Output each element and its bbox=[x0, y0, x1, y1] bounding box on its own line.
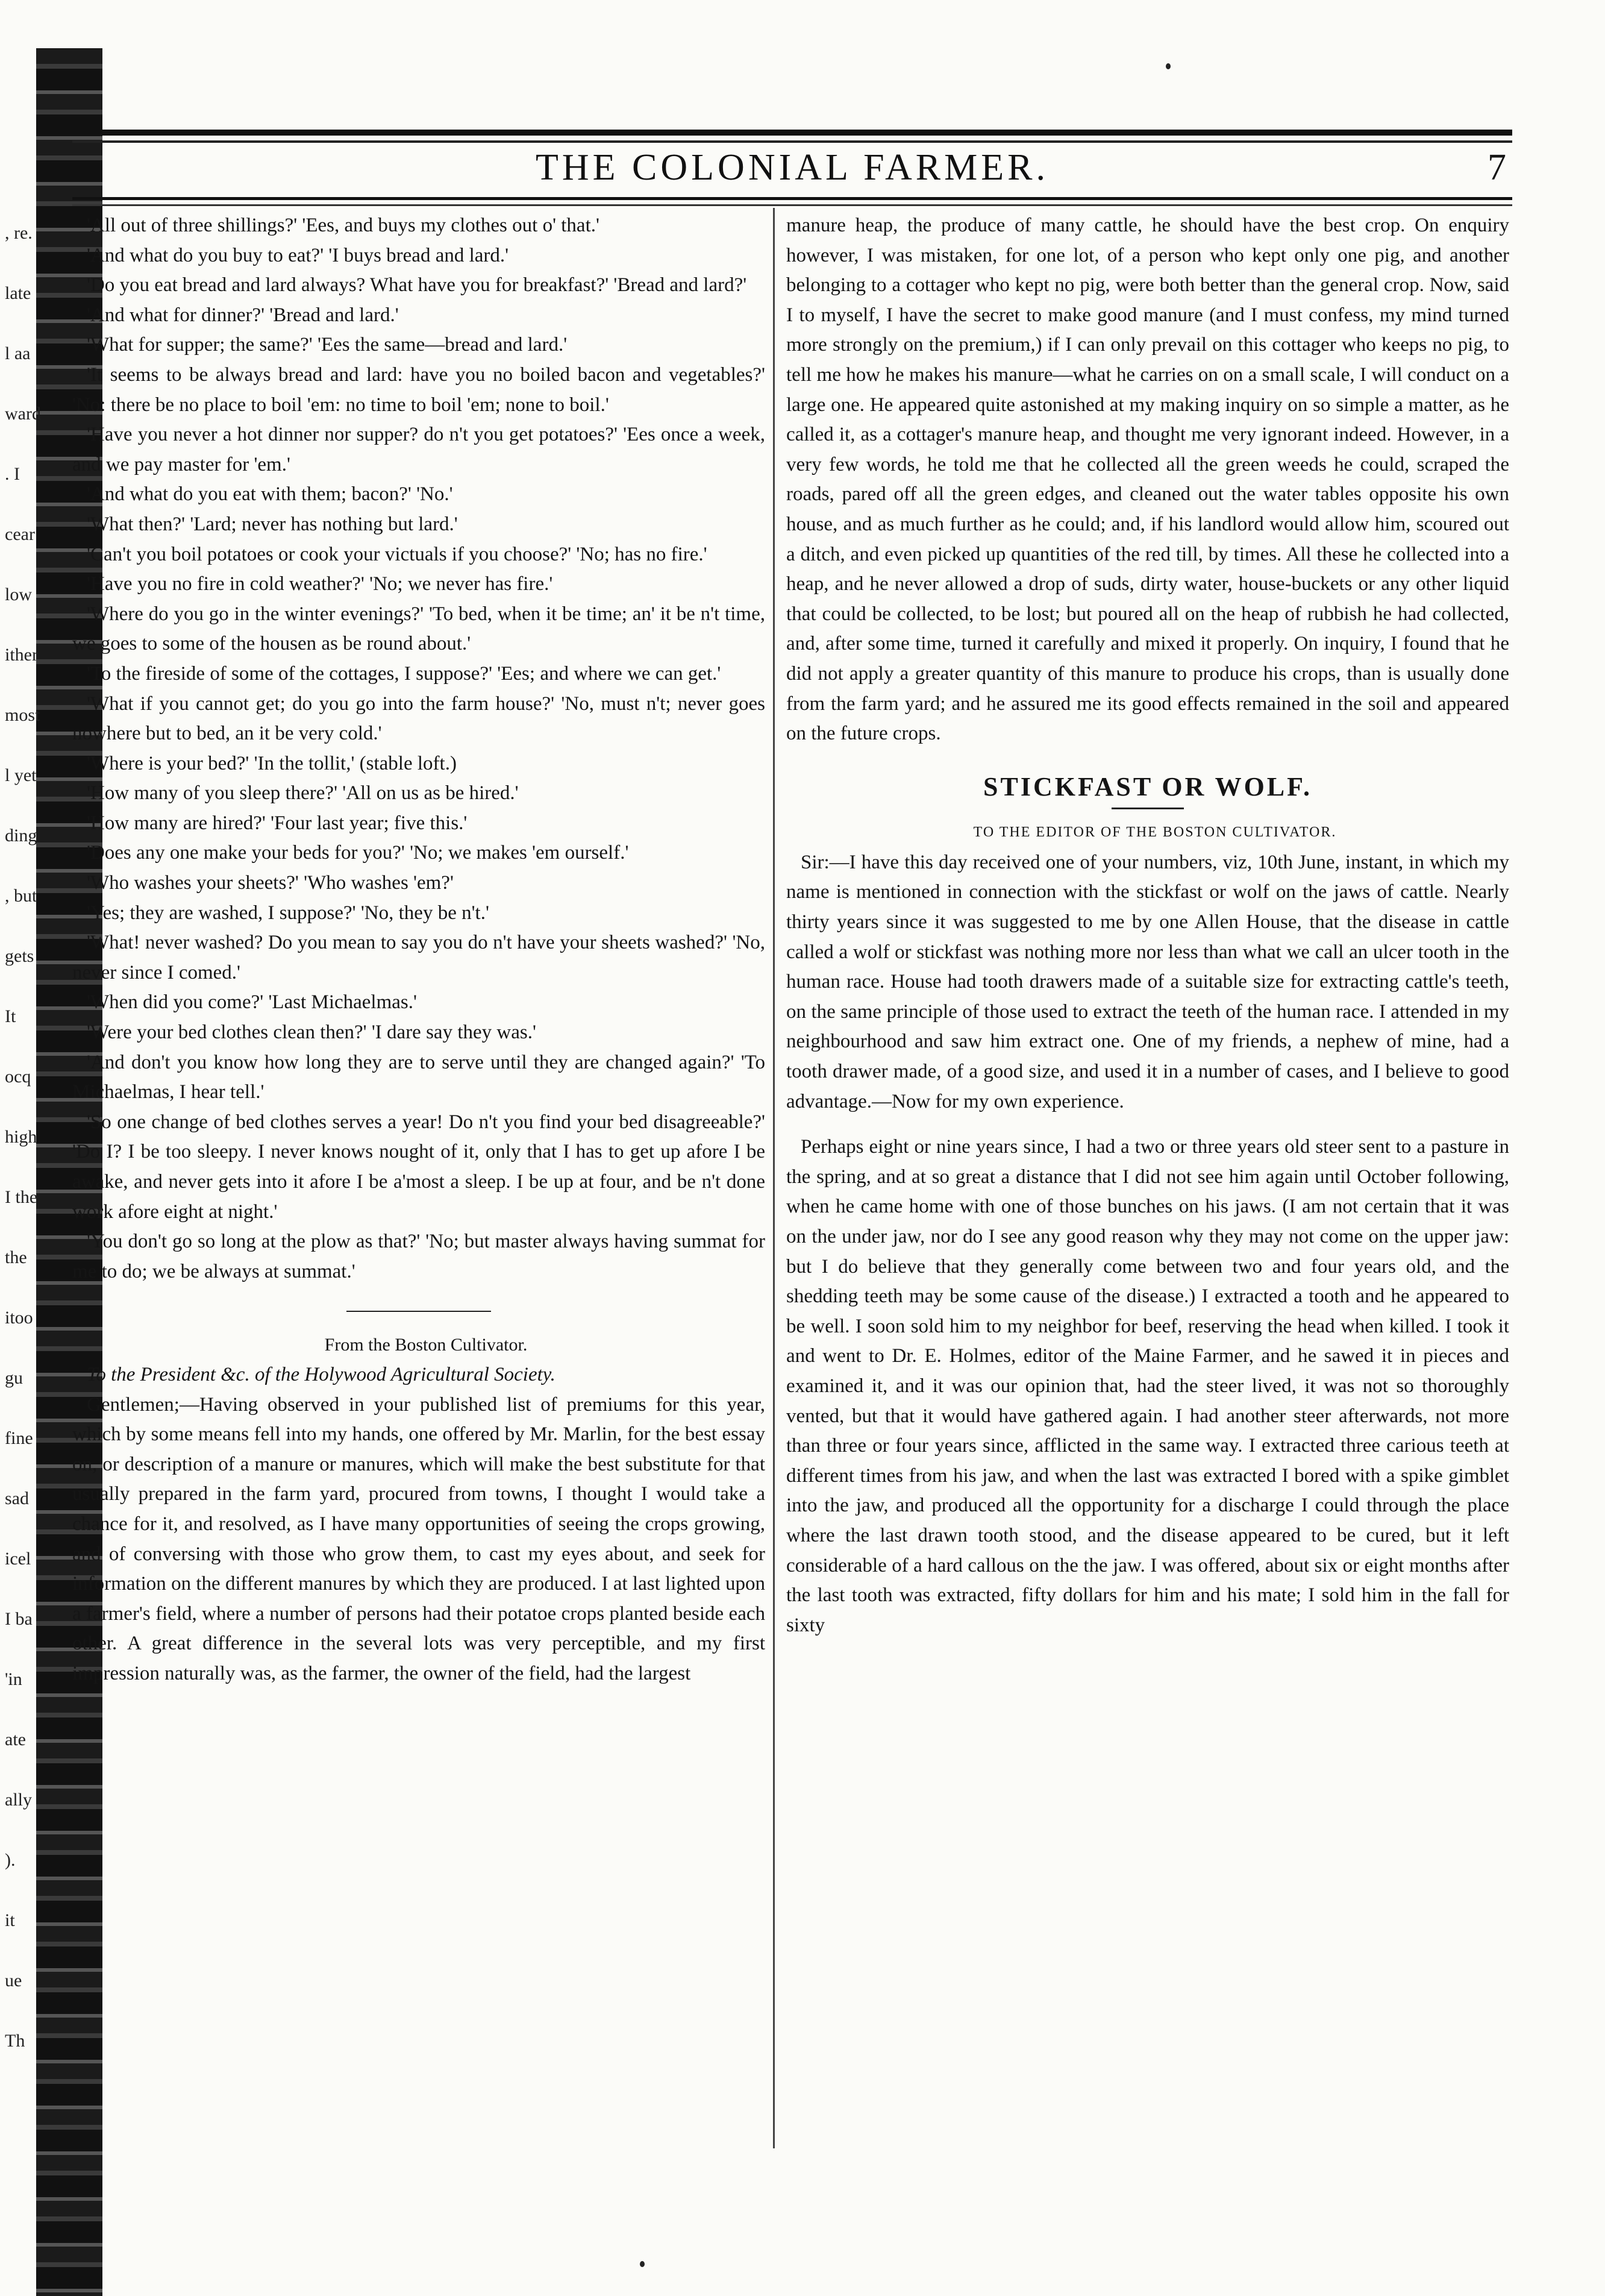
print-speck bbox=[1166, 63, 1171, 69]
article-heading: STICKFAST OR WOLF. bbox=[983, 771, 1312, 801]
header-underline-thin bbox=[72, 204, 1512, 206]
dialogue-section bbox=[72, 211, 765, 1287]
header-rule-thin bbox=[72, 140, 1512, 143]
margin-fragment: late bbox=[5, 283, 31, 303]
margin-fragment: , but bbox=[5, 886, 37, 906]
right-column bbox=[786, 211, 1509, 1640]
dialogue-line: 'Where do you go in the winter evenings?' 'To bed, when it be time; an' it be n't time, we goes to some of the housen as be round about.' bbox=[72, 603, 765, 655]
dialogue-line: 'What! never washed? Do you mean to say you do n't have your sheets washed?' 'No, never since I comed.' bbox=[72, 932, 765, 983]
dialogue-line: 'Where is your bed?' 'In the tollit,' (stable loft.) bbox=[87, 752, 457, 774]
dialogue-line: 'And don't you know how long they are to serve until they are changed again?' 'To Michaelmas, I hear tell.' bbox=[72, 1051, 765, 1103]
margin-fragment: gu bbox=[5, 1368, 23, 1388]
margin-fragment: fine bbox=[5, 1428, 33, 1448]
article-paragraph-1: Sir:—I have this day received one of your numbers, viz, 10th June, instant, in which my name is mentioned in connection with the stickfast or wolf on the jaws of cattle. Nearly thirty years since it was suggested to me by one Allen House, that the disease in cattle called a wolf or stickfast was nothing more nor less than what we call an ulcer tooth in the human race. House had tooth drawers made of a suitable size for extracting cattle's teeth, on the same principle of those used to extract the teeth of the human race. I attended in my neighbourhood and saw him extract one. One of my friends, a nephew of mine, had a tooth drawer made, of a good size, and used it in a number of cases, and I believe to good advantage.—Now for my own experience. bbox=[786, 851, 1509, 1112]
source-line: From the Boston Cultivator. bbox=[324, 1335, 528, 1355]
margin-fragment: itoo bbox=[5, 1308, 33, 1328]
margin-fragment: Th bbox=[5, 2031, 25, 2051]
column-divider bbox=[773, 208, 775, 2148]
dialogue-line: 'Were your bed clothes clean then?' 'I dare say they was.' bbox=[87, 1021, 536, 1044]
dialogue-line: 'And what do you buy to eat?' 'I buys bread and lard.' bbox=[87, 244, 509, 266]
dialogue-line: 'And what do you eat with them; bacon?' 'No.' bbox=[87, 483, 453, 506]
margin-fragment: it bbox=[5, 1910, 15, 1930]
dialogue-line: 'Yes; they are washed, I suppose?' 'No, they be n't.' bbox=[87, 902, 489, 924]
letter-paragraph: Gentlemen;—Having observed in your published list of premiums for this year, which by some means fell into my hands, one offered by Mr. Marlin, for the best essay on, or description of a manure or manures, which will make the best substitute for that usually prepared in the farm yard, procured from towns, I thought I would take a chance for it, and resolved, as I have many opportunities of seeing the crops growing, and of conversing with those who grow them, to cast my eyes about, and seek for information on the different manures by which they are produced. I at last lighted upon a farmer's field, where a number of persons had their potatoe crops planted beside each other. A great difference in the several lots was very perceptible, and my first impression naturally was, as the farmer, the owner of the field, had the largest bbox=[72, 1393, 765, 1684]
dialogue-line: 'Have you no fire in cold weather?' 'No; we never has fire.' bbox=[87, 573, 553, 595]
dialogue-line: 'What for supper; the same?' 'Ees the same—bread and lard.' bbox=[87, 334, 568, 356]
left-column bbox=[72, 211, 765, 1689]
dialogue-line: 'Can't you boil potatoes or cook your victuals if you choose?' 'No; has no fire.' bbox=[87, 543, 707, 565]
margin-fragment: ward bbox=[5, 404, 41, 424]
dialogue-line: 'Who washes your sheets?' 'Who washes 'em?' bbox=[87, 872, 454, 894]
page-number: 7 bbox=[1488, 147, 1506, 188]
margin-fragment: 'in bbox=[5, 1669, 22, 1689]
section-separator bbox=[346, 1311, 491, 1312]
heading-rule bbox=[1112, 808, 1184, 809]
margin-fragment: ally bbox=[5, 1790, 32, 1810]
margin-fragment: icel bbox=[5, 1549, 31, 1569]
margin-fragment: It bbox=[5, 1006, 16, 1026]
page-header bbox=[72, 130, 1512, 196]
margin-fragment: I the bbox=[5, 1187, 38, 1207]
margin-fragment: ither bbox=[5, 645, 38, 665]
header-rule-thick bbox=[72, 130, 1512, 136]
dialogue-line: 'You don't go so long at the plow as that?' 'No; but master always having summat for me to do; we be always at summat.' bbox=[72, 1231, 765, 1282]
margin-fragment: . I bbox=[5, 464, 20, 484]
margin-fragment: l aa bbox=[5, 343, 31, 363]
print-speck bbox=[640, 2261, 645, 2267]
dialogue-line: 'Have you never a hot dinner nor supper? do n't you get potatoes?' 'Ees once a week, and we pay master for 'em.' bbox=[72, 424, 765, 475]
margin-fragment: gets bbox=[5, 946, 34, 966]
margin-fragment: I ba bbox=[5, 1609, 33, 1629]
dialogue-line: 'What if you cannot get; do you go into the farm house?' 'No, must n't; never goes nowhere but to bed, an it be very cold.' bbox=[72, 692, 765, 745]
dialogue-line: 'So one change of bed clothes serves a year! Do n't you find your bed disagreeable?' 'Do I? I be too sleepy. I never knows nought of it, only that I has to get up afore I be awake, and never gets into it afore I be a'most a sleep. I be up at four, and be n't done work afore eight at night.' bbox=[72, 1111, 765, 1223]
dialogue-line: 'How many of you sleep there?' 'All on us as be hired.' bbox=[87, 782, 519, 805]
dialogue-line: 'How many are hired?' 'Four last year; five this.' bbox=[87, 812, 468, 834]
margin-fragment: low bbox=[5, 585, 32, 604]
margin-fragment: , re. bbox=[5, 223, 33, 243]
editor-address: TO THE EDITOR OF THE BOSTON CULTIVATOR. bbox=[973, 824, 1337, 841]
page-title: THE COLONIAL FARMER. bbox=[536, 147, 1049, 188]
dialogue-line: 'Does any one make your beds for you?' 'No; we makes 'em ourself.' bbox=[87, 842, 629, 864]
margin-fragment: ocq bbox=[5, 1067, 31, 1087]
dialogue-line: 'To the fireside of some of the cottages, I suppose?' 'Ees; and where we can get.' bbox=[87, 662, 721, 685]
margin-fragment: ). bbox=[5, 1850, 16, 1870]
margin-fragment: high bbox=[5, 1127, 37, 1147]
margin-fragment: the bbox=[5, 1247, 27, 1267]
letter-address: To the President &c. of the Holywood Agricultural Society. bbox=[87, 1363, 555, 1385]
dialogue-line: 'Do you eat bread and lard always? What have you for breakfast?' 'Bread and lard?' bbox=[87, 274, 747, 296]
letter-continued: manure heap, the produce of many cattle, he should have the best crop. On enquiry however, I was mistaken, for one lot, of a person who kept only one pig, and another belonging to a cottager who kept no pig, were both better than the general crop. Now, said I to myself, I have the secret to make good manure (and I must confess, my mind turned more strongly on the premium,) if I can only prevail on this cottager who keeps no pig, to tell me how he makes his manure—what he carries on on a small scale, I will conduct on a large one. He appeared quite astonished at my making inquiry on so simple a matter, as he called it, as a cottager's manure heap, and thought me very ignorant indeed. However, in a very few words, he told me that he collected all the green weeds he could, scraped the roads, pared off all the green edges, and cleaned out the water tables opposite his own house, and as much further as he could; and, if his landlord would allow him, scoured out a ditch, and even picked up quantities of the red till, by times. All these he collected into a heap, and he never allowed a drop of suds, dirty water, house-buckets or any other liquid that could be collected, to be lost; but poured all on the heap of rubbish he had collected, and, after some time, turned it carefully and mixed it properly. On inquiry, I found that he did not apply a greater quantity of this manure to produce his crops, than is usually done from the farm yard; and he assured me its good effects remained in the soil and appeared on the future crops. bbox=[786, 215, 1509, 745]
dialogue-line: 'What then?' 'Lard; never has nothing but lard.' bbox=[87, 513, 458, 535]
margin-fragment: ate bbox=[5, 1730, 26, 1749]
margin-fragment: most bbox=[5, 705, 40, 725]
margin-fragment: ding bbox=[5, 826, 37, 845]
margin-fragment: sad bbox=[5, 1488, 29, 1508]
dialogue-line: 'It seems to be always bread and lard: have you no boiled bacon and vegetables?' 'No: there be no place to boil 'em: no time to boil 'em; none to boil.' bbox=[72, 363, 765, 416]
article-paragraph-2: Perhaps eight or nine years since, I had a two or three years old steer sent to a pasture in the spring, and at so great a distance that I did not see him again until October following, when he came home with one of those bunches on his jaws. (I am not certain that it was on the under jaw, nor do I see any good reason why they may not come on the upper jaw: but I do believe that they generally come between two and four years old, and the shedding teeth may be some cause of the disease.) I extracted a tooth and he appeared to be well. I soon sold him to my neighbor for beef, reserving the head when killed. I took it and went to Dr. E. Holmes, editor of the Maine Farmer, and he sawed it in pieces and examined it, and it was our opinion that, had the steer lived, it was not so thoroughly vented, but that it would have gathered again. I had another steer afterwards, not more than three or four years since, afflicted in the same way. I extracted three carious teeth at different times from his jaw, and when the last was extracted I bored with a spike gimblet into the jaw, and produced all the opportunity for a discharge I could through the place where the last drawn tooth stood, and the disease appeared to be cured, but it left considerable of a hard callous on the the jaw. I was offered, about six or eight months after the last tooth was extracted, fifty dollars for him and his mate; I sold him in the fall for sixty bbox=[786, 1136, 1509, 1636]
dialogue-line: 'When did you come?' 'Last Michaelmas.' bbox=[87, 991, 417, 1014]
margin-fragment: l yet bbox=[5, 765, 37, 785]
margin-fragment: ue bbox=[5, 1971, 22, 1990]
margin-fragment: cear bbox=[5, 524, 35, 544]
header-underline-thick bbox=[72, 197, 1512, 200]
dialogue-line: 'And what for dinner?' 'Bread and lard.' bbox=[87, 304, 399, 326]
dialogue-line: 'All out of three shillings?' 'Ees, and buys my clothes out o' that.' bbox=[87, 215, 599, 236]
